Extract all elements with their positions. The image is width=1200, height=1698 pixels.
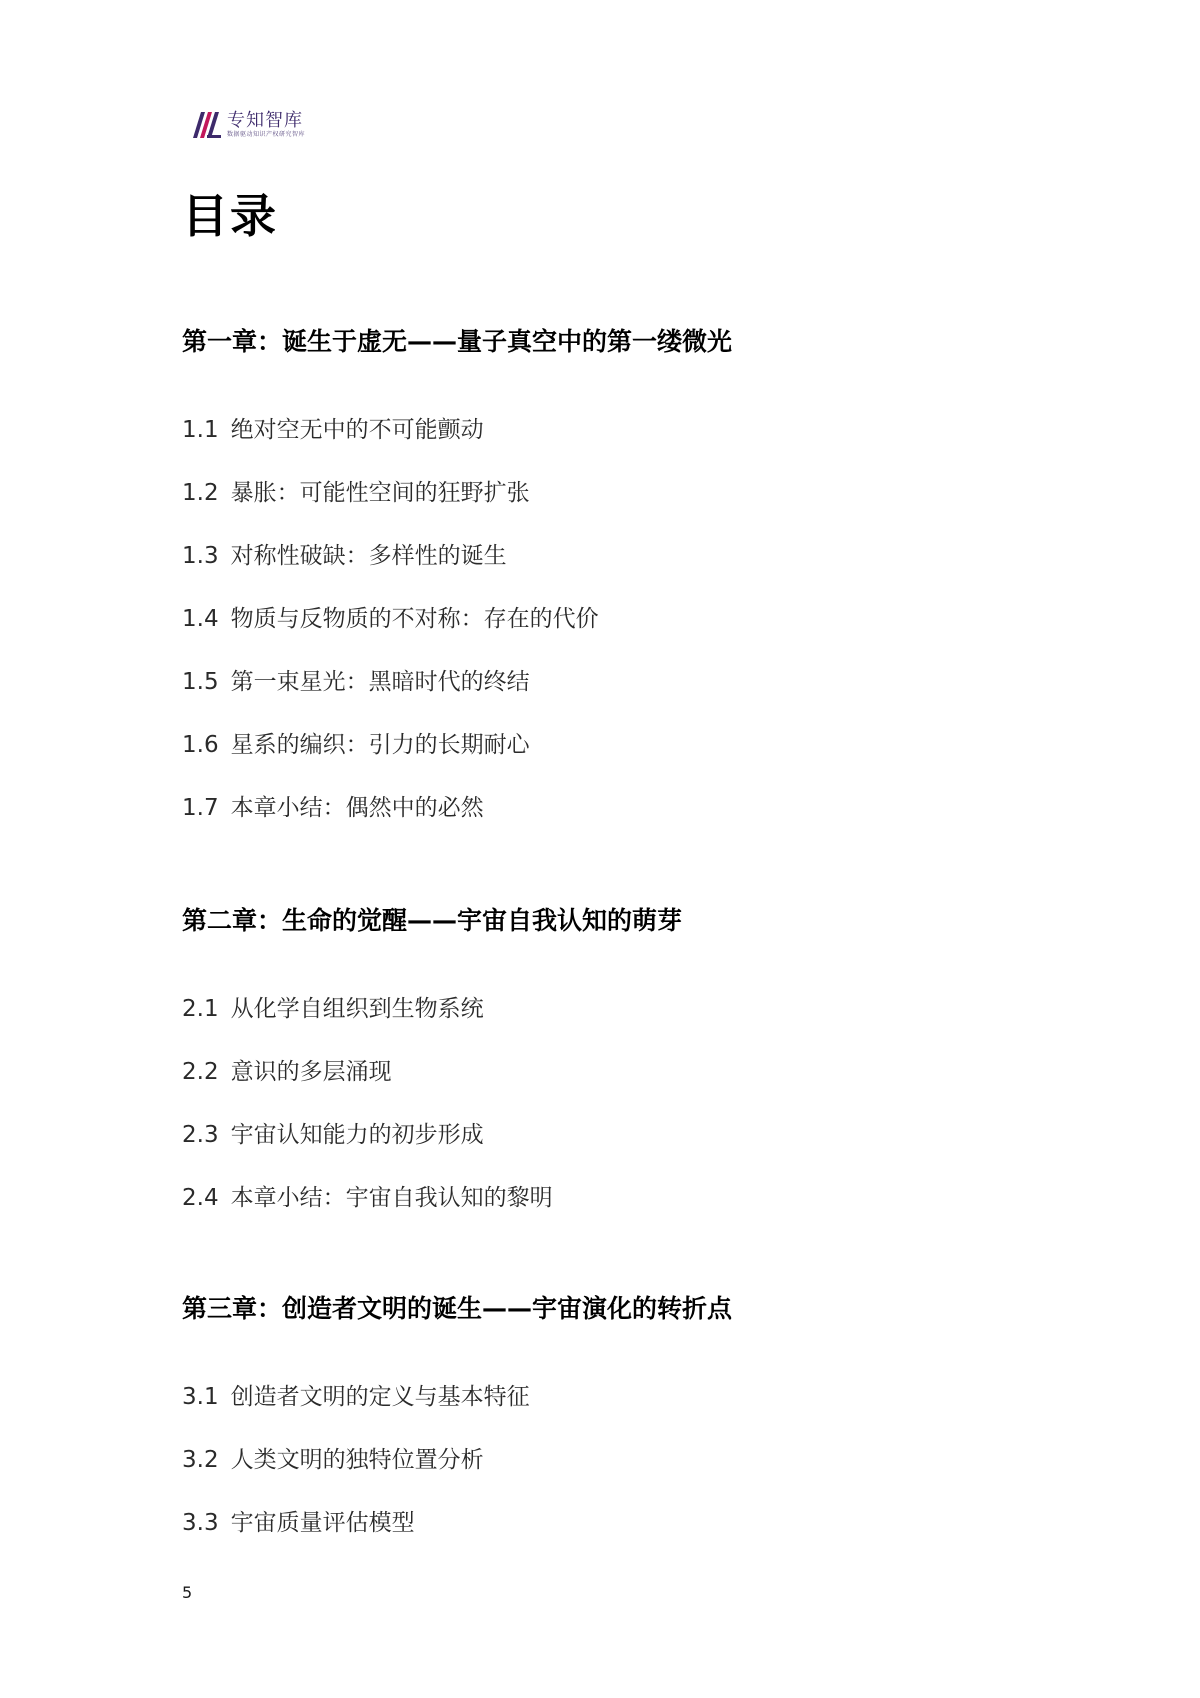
section-number: 1.7 [182,795,219,821]
section-number: 2.2 [182,1059,219,1085]
section-title: 意识的多层涌现 [230,1059,392,1085]
section-number: 1.5 [182,669,219,695]
section-title: 绝对空无中的不可能颤动 [230,417,484,443]
section-title: 创造者文明的定义与基本特征 [230,1384,530,1410]
toc-section-1-2[interactable] [182,478,530,508]
brand-name: 专知智库 [227,110,303,131]
toc-section-3-3[interactable] [182,1508,415,1538]
toc-chapter-3[interactable]: 第三章：创造者文明的诞生——宇宙演化的转折点 [182,1294,733,1323]
toc-section-3-1[interactable] [182,1382,530,1412]
toc-section-2-4[interactable] [182,1183,553,1213]
section-number: 2.1 [182,996,219,1022]
section-title: 宇宙质量评估模型 [230,1510,415,1536]
toc-section-2-1[interactable] [182,994,484,1024]
section-number: 1.3 [182,543,219,569]
brand-logo-icon [192,110,222,140]
section-number: 1.6 [182,732,219,758]
section-title: 对称性破缺：多样性的诞生 [230,543,507,569]
toc-section-2-2[interactable] [182,1057,392,1087]
toc-section-3-2[interactable] [182,1445,484,1475]
section-title: 宇宙认知能力的初步形成 [230,1122,484,1148]
section-title: 本章小结：宇宙自我认知的黎明 [230,1185,553,1211]
section-number: 2.4 [182,1185,219,1211]
page-number: 5 [182,1583,193,1602]
section-title: 本章小结：偶然中的必然 [230,795,484,821]
section-number: 1.2 [182,480,219,506]
section-title: 物质与反物质的不对称：存在的代价 [230,606,599,632]
section-number: 2.3 [182,1122,219,1148]
section-title: 从化学自组织到生物系统 [230,996,484,1022]
section-title: 星系的编织：引力的长期耐心 [230,732,530,758]
section-title: 第一束星光：黑暗时代的终结 [230,669,530,695]
toc-section-1-6[interactable] [182,730,530,760]
section-number: 1.1 [182,417,219,443]
section-number: 1.4 [182,606,219,632]
toc-section-1-5[interactable] [182,667,530,697]
toc-chapter-2[interactable]: 第二章：生命的觉醒——宇宙自我认知的萌芽 [182,906,683,935]
brand-logo [192,108,305,142]
section-number: 3.1 [182,1384,219,1410]
toc-section-1-1[interactable] [182,415,484,445]
toc-title: 目录 [182,189,278,243]
section-title: 人类文明的独特位置分析 [230,1447,484,1473]
toc-section-1-7[interactable] [182,793,484,823]
section-number: 3.3 [182,1510,219,1536]
toc-section-2-3[interactable] [182,1120,484,1150]
brand-tagline: 数据驱动知识产权研究智库 [227,131,306,138]
section-title: 暴胀：可能性空间的狂野扩张 [230,480,530,506]
toc-chapter-1[interactable]: 第一章：诞生于虚无——量子真空中的第一缕微光 [182,327,733,356]
toc-section-1-4[interactable] [182,604,599,634]
section-number: 3.2 [182,1447,219,1473]
toc-section-1-3[interactable] [182,541,507,571]
